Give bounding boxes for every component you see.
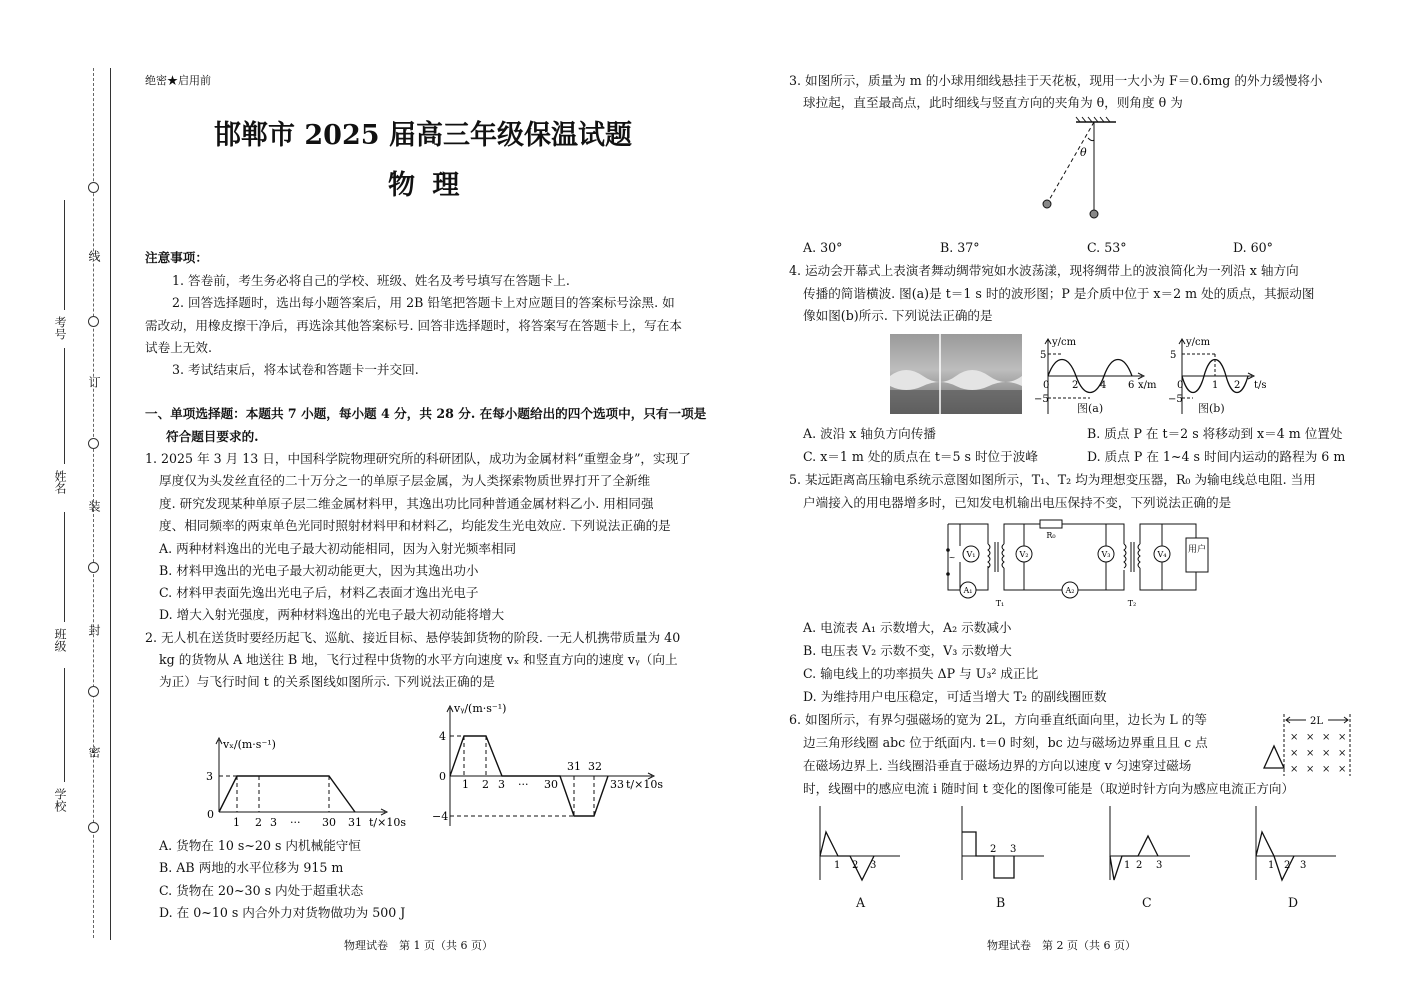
- current-graph-d-label: D: [1288, 895, 1299, 910]
- wave-a-ytick: −5: [1034, 394, 1049, 405]
- hole-circle: [88, 182, 99, 193]
- q1-option-a: A. 两种材料逸出的光电子最大初动能相同，因为入射光频率相同: [159, 541, 517, 556]
- vx-time-graph: [195, 730, 415, 835]
- svg-text:×: ×: [1290, 732, 1299, 743]
- exam-no-label: 考号: [53, 316, 67, 340]
- vy-xtick: 33: [610, 778, 624, 791]
- wave-b-ytick: 5: [1170, 350, 1177, 361]
- hole-circle: [88, 438, 99, 449]
- q6-stem: 时，线圈中的感应电流 i 随时间 t 变化的图像可能是（取逆时针方向为感应电流正方向）: [803, 781, 1295, 796]
- margin-rule: [110, 68, 111, 940]
- page-footer: 物理试卷 第 2 页（共 6 页）: [987, 939, 1136, 952]
- q1-stem: 厚度仅为头发丝直径的二十万分之一的单原子层金属，为人类探索物质世界打开了全新维: [159, 473, 651, 488]
- vy-xtick: ···: [518, 778, 529, 791]
- q4-option-a: A. 波沿 x 轴负方向传播: [803, 426, 936, 441]
- notice-heading: 注意事项：: [145, 250, 208, 265]
- q5-stem: 户端接入的用电器增多时，已知发电机输出电压保持不变，下列说法正确的是: [803, 495, 1232, 510]
- notice-line: 1. 答卷前，考生务必将自己的学校、班级、姓名及考号填写在答题卡上.: [172, 273, 570, 288]
- svg-text:1: 1: [1124, 860, 1131, 871]
- q2-stem: 2. 无人机在送货时要经历起飞、巡航、接近目标、悬停装卸货物的阶段. 一无人机携带质量为 40: [145, 630, 681, 645]
- notice-line: 试卷上无效.: [145, 340, 212, 355]
- svg-text:3: 3: [1300, 860, 1307, 871]
- wave-a-ylabel: y/cm: [1052, 337, 1077, 348]
- vy-xtick: 1: [462, 778, 469, 791]
- wave-b-caption: 图(b): [1198, 402, 1225, 415]
- wave-b-xtick: 2: [1234, 380, 1241, 391]
- svg-text:2: 2: [1284, 860, 1291, 871]
- name-label: 姓名: [53, 470, 67, 494]
- q4-option-d: D. 质点 P 在 1~4 s 时间内运动的路程为 6 m: [1087, 449, 1346, 464]
- seal-char: 密: [87, 746, 101, 758]
- page-footer: 物理试卷 第 1 页（共 6 页）: [344, 939, 493, 952]
- current-graph-c: [1098, 802, 1198, 882]
- ac-source: ~: [948, 553, 956, 562]
- vx-ytick: 3: [206, 770, 213, 783]
- wave-a-xtick: 6: [1128, 380, 1135, 391]
- vy-xtick: 30: [544, 778, 558, 791]
- field-width-label: 2L: [1310, 716, 1324, 727]
- q3-option-b: B. 37°: [940, 240, 980, 255]
- current-graph-d: [1244, 802, 1344, 882]
- q5-option-c: C. 输电线上的功率损失 ΔP 与 U₃² 成正比: [803, 666, 1039, 681]
- current-graph-a: [806, 802, 906, 882]
- q1-option-d: D. 增大入射光强度，两种材料逸出的光电子最大初动能将增大: [159, 607, 505, 622]
- q6-stem: 边三角形线圈 abc 位于纸面内. t＝0 时刻，bc 边与磁场边界重且且 c 点: [803, 735, 1208, 750]
- section-heading: 符合题目要求的.: [166, 429, 259, 444]
- wave-b-xlabel: t/s: [1254, 380, 1267, 391]
- wave-b-xtick: 0: [1177, 380, 1184, 391]
- wave-a-caption: 图(a): [1077, 402, 1104, 415]
- q4-stem: 传播的简谐横波. 图(a)是 t＝1 s 时的波形图；P 是介质中位于 x＝2 m 处的质点，其振动图: [803, 286, 1315, 301]
- current-graph-b-label: B: [996, 895, 1006, 910]
- svg-text:×: ×: [1290, 748, 1299, 759]
- wave-a-xtick: 0: [1043, 380, 1050, 391]
- q5-option-d: D. 为维持用户电压稳定，可适当增大 T₂ 的副线圈匝数: [803, 689, 1107, 704]
- meter-v3: V₃: [1101, 550, 1111, 559]
- current-graph-c-label: C: [1142, 895, 1152, 910]
- wave-a-xtick: 4: [1100, 380, 1107, 391]
- vy-ylabel: vᵧ/(m·s⁻¹): [454, 702, 507, 715]
- magnetic-field-diagram: [1246, 710, 1356, 780]
- q3-option-c: C. 53°: [1087, 240, 1127, 255]
- pendulum-diagram: [1036, 116, 1116, 228]
- q1-option-c: C. 材料甲表面先逸出光电子后，材料乙表面才逸出光电子: [159, 585, 479, 600]
- q5-stem: 5. 某远距离高压输电系统示意图如图所示，T₁、T₂ 均为理想变压器，R₀ 为输电线总电阻. 当用: [789, 472, 1316, 487]
- vx-xtick: ···: [290, 816, 301, 829]
- q5-option-b: B. 电压表 V₂ 示数不变，V₃ 示数增大: [803, 643, 1012, 658]
- school-field[interactable]: [64, 668, 65, 782]
- vy-time-graph: [430, 700, 668, 830]
- vx-xtick: 30: [322, 816, 336, 829]
- user-load: 用户: [1187, 545, 1207, 555]
- vy-ytick: 0: [439, 770, 446, 783]
- meter-v1: V₁: [966, 550, 976, 559]
- q4-stem: 4. 运动会开幕式上表演者舞动绸带宛如水波荡漾，现将绸带上的波浪简化为一列沿 x 轴方向: [789, 263, 1299, 278]
- meter-v4: V₄: [1157, 550, 1167, 559]
- vx-xtick: 3: [270, 816, 277, 829]
- svg-text:1: 1: [1268, 860, 1275, 871]
- vx-ylabel: vₓ/(m·s⁻¹): [223, 738, 276, 751]
- q2-option-a: A. 货物在 10 s~20 s 内机械能守恒: [159, 838, 361, 853]
- wave-b-xtick: 1: [1212, 380, 1219, 391]
- exam-no-field[interactable]: [64, 200, 65, 310]
- section-heading: 一、单项选择题：本题共 7 小题，每小题 4 分，共 28 分. 在每小题给出的四个选项中，只有一项是: [145, 406, 707, 421]
- wave-b-ytick: −5: [1168, 394, 1183, 405]
- q4-option-b: B. 质点 P 在 t＝2 s 将移动到 x＝4 m 位置处: [1087, 426, 1343, 441]
- wave-a-xlabel: x/m: [1138, 380, 1157, 391]
- q2-option-d: D. 在 0~10 s 内合外力对货物做功为 500 J: [159, 905, 406, 920]
- meter-a1: A₁: [963, 586, 973, 595]
- q2-option-b: B. AB 两地的水平位移为 915 m: [159, 860, 344, 875]
- current-graph-b: [952, 802, 1052, 882]
- resistor-r0: R₀: [1046, 531, 1056, 540]
- q5-option-a: A. 电流表 A₁ 示数增大，A₂ 示数减小: [803, 620, 1012, 635]
- hole-circle: [88, 316, 99, 327]
- transmission-circuit: [940, 514, 1216, 610]
- q1-stem: 度、相同频率的两束单色光同时照射材料甲和材料乙，均能发生光电效应. 下列说法正确的是: [159, 518, 671, 533]
- svg-text:×: ×: [1306, 748, 1315, 759]
- transformer-t2: T₂: [1127, 599, 1137, 608]
- vx-xtick: 1: [233, 816, 240, 829]
- svg-text:×: ×: [1322, 748, 1331, 759]
- vy-xtick: 3: [498, 778, 505, 791]
- transformer-t1: T₁: [995, 599, 1005, 608]
- q6-stem: 6. 如图所示，有界匀强磁场的宽为 2L，方向垂直纸面向里，边长为 L 的等: [789, 712, 1207, 727]
- vx-ytick: 0: [207, 808, 214, 821]
- exam-title: 邯郸市 2025 届高三年级保温试题: [214, 120, 632, 151]
- vy-xtick: 2: [482, 778, 489, 791]
- q2-option-c: C. 货物在 20~30 s 内处于超重状态: [159, 883, 364, 898]
- q3-option-a: A. 30°: [803, 240, 843, 255]
- class-field[interactable]: [64, 512, 65, 622]
- name-field[interactable]: [64, 348, 65, 464]
- vy-xtick-top: 31: [567, 760, 581, 773]
- svg-text:3: 3: [1010, 844, 1017, 855]
- q3-stem: 3. 如图所示，质量为 m 的小球用细线悬挂于天花板，现用一大小为 F＝0.6mg 的外力缓慢将小: [789, 73, 1323, 88]
- hole-circle: [88, 822, 99, 833]
- notice-line: 2. 回答选择题时，选出每小题答案后，用 2B 铅笔把答题卡上对应题目的答案标号涂黑. 如: [172, 295, 675, 310]
- svg-text:×: ×: [1338, 732, 1347, 743]
- svg-text:2: 2: [1136, 860, 1143, 871]
- wave-a-xtick: 2: [1072, 380, 1079, 391]
- svg-text:1: 1: [834, 860, 841, 871]
- hole-circle: [88, 686, 99, 697]
- vy-xlabel: t/×10s: [626, 778, 663, 791]
- q1-stem: 度. 研究发现某种单原子层二维金属材料甲，其逸出功比同种普通金属材料乙小. 用相同强: [159, 496, 654, 511]
- notice-line: 需改动，用橡皮擦干净后，再选涂其他答案标号. 回答非选择题时，将答案写在答题卡上，写在本: [145, 318, 682, 333]
- seal-char: 装: [87, 500, 101, 512]
- q4-stem: 像如图(b)所示. 下列说法正确的是: [803, 308, 993, 323]
- q2-stem: kg 的货物从 A 地送往 B 地，飞行过程中货物的水平方向速度 vₓ 和竖直方向的速度 vᵧ（向上: [159, 652, 678, 667]
- meter-a2: A₂: [1065, 586, 1075, 595]
- wave-b-ylabel: y/cm: [1186, 337, 1211, 348]
- vy-ytick: −4: [432, 810, 449, 823]
- seal-char: 订: [87, 376, 101, 388]
- svg-text:×: ×: [1322, 764, 1331, 775]
- svg-text:×: ×: [1290, 764, 1299, 775]
- svg-text:2: 2: [852, 860, 859, 871]
- theta-label: θ: [1080, 146, 1087, 159]
- notice-line: 3. 考试结束后，将本试卷和答题卡一并交回.: [172, 362, 419, 377]
- q3-stem: 球拉起，直至最高点，此时细线与竖直方向的夹角为 θ，则角度 θ 为: [803, 95, 1183, 110]
- vy-ytick: 4: [439, 730, 446, 743]
- vx-xtick: 31: [348, 816, 362, 829]
- school-label: 学校: [53, 788, 67, 812]
- q2-stem: 为正）与飞行时间 t 的关系图线如图所示. 下列说法正确的是: [159, 674, 495, 689]
- current-graph-a-label: A: [856, 895, 866, 910]
- vy-xtick-top: 32: [588, 760, 602, 773]
- svg-text:3: 3: [870, 860, 877, 871]
- meter-v2: V₂: [1019, 550, 1029, 559]
- svg-text:×: ×: [1338, 764, 1347, 775]
- secret-mark: 绝密★启用前: [145, 74, 211, 87]
- hole-circle: [88, 562, 99, 573]
- svg-text:3: 3: [1156, 860, 1163, 871]
- svg-text:×: ×: [1338, 748, 1347, 759]
- q1-option-b: B. 材料甲逸出的光电子最大初动能更大，因为其逸出功小: [159, 563, 479, 578]
- svg-text:×: ×: [1322, 732, 1331, 743]
- subject-title: 物 理: [388, 170, 464, 201]
- svg-text:2: 2: [990, 844, 997, 855]
- seal-char: 线: [87, 250, 101, 262]
- class-label: 班级: [53, 628, 67, 652]
- wave-a-ytick: 5: [1040, 350, 1047, 361]
- vx-xtick: 2: [255, 816, 262, 829]
- ribbon-dance-photo: [890, 334, 1022, 414]
- vx-xlabel: t/×10s: [369, 816, 406, 829]
- q1-stem: 1. 2025 年 3 月 13 日，中国科学院物理研究所的科研团队，成功为金属材料“重塑金身”，实现了: [145, 451, 691, 466]
- q4-option-c: C. x＝1 m 处的质点在 t＝5 s 时位于波峰: [803, 449, 1038, 464]
- svg-text:×: ×: [1306, 764, 1315, 775]
- q6-stem: 在磁场边界上. 当线圈沿垂直于磁场边界的方向以速度 v 匀速穿过磁场: [803, 758, 1192, 773]
- svg-text:×: ×: [1306, 732, 1315, 743]
- q3-option-d: D. 60°: [1233, 240, 1273, 255]
- seal-char: 封: [87, 624, 101, 636]
